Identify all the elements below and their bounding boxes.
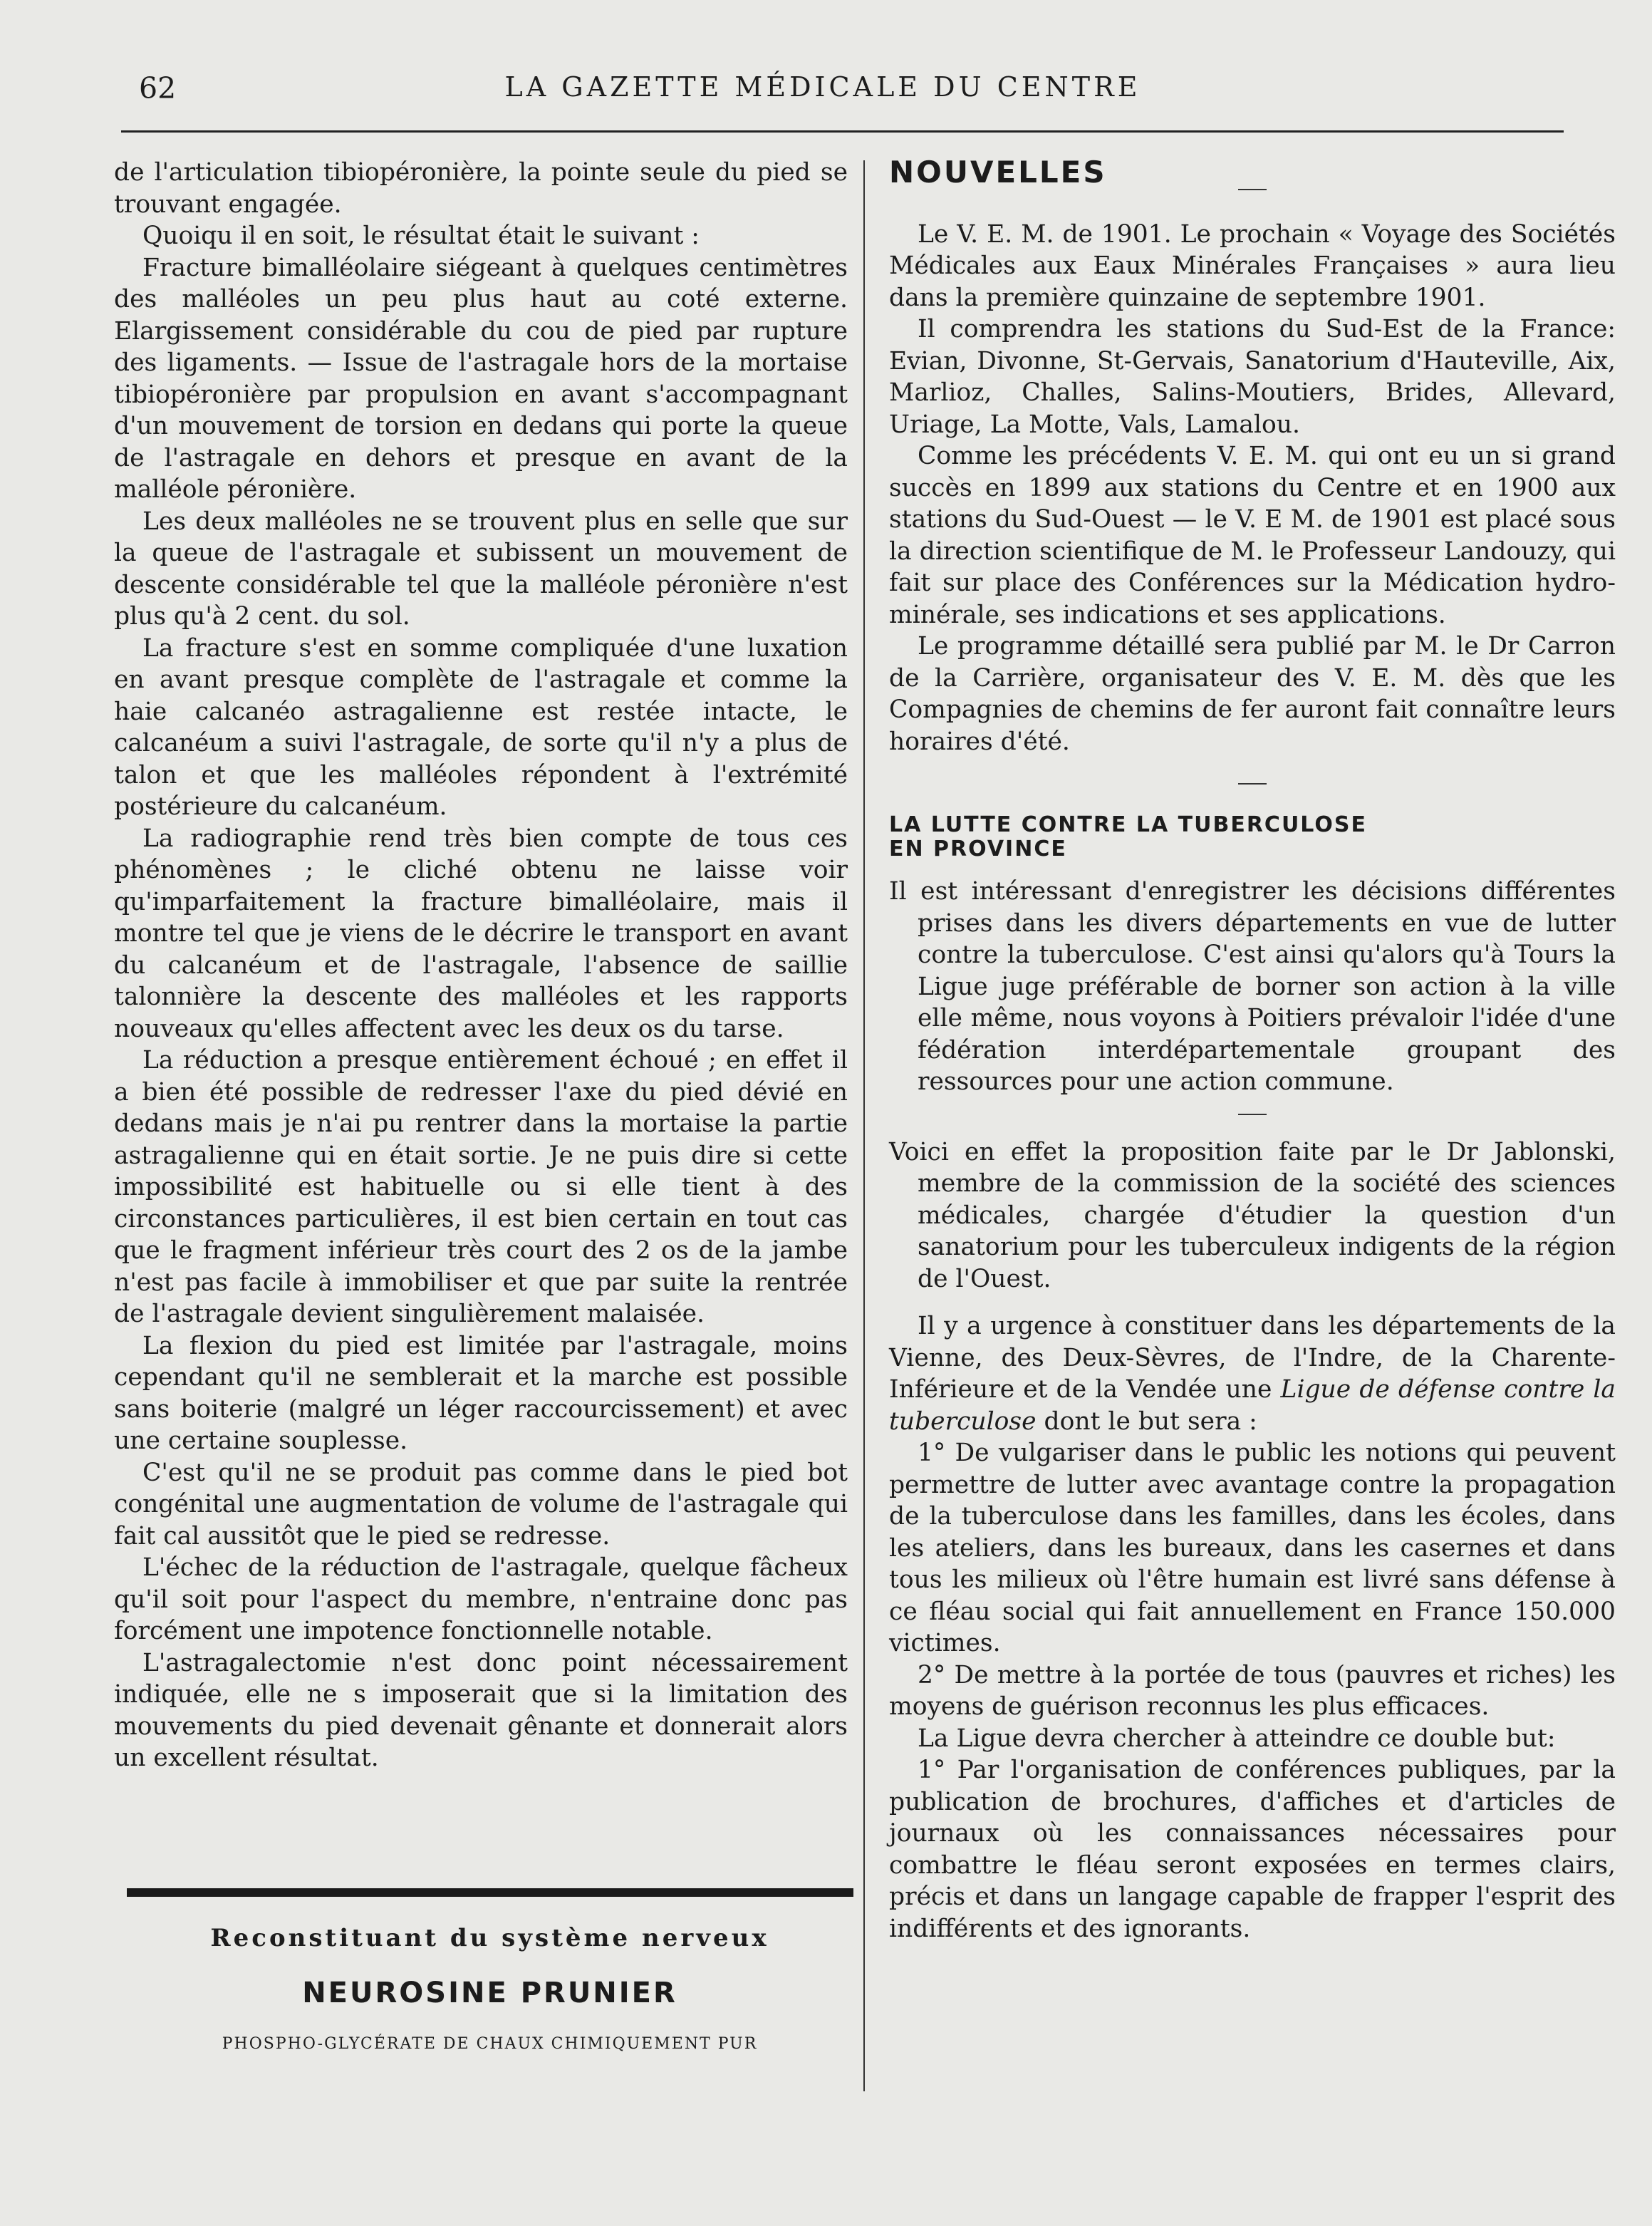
urgence-text-end: dont le but sera :	[1036, 1407, 1257, 1436]
journal-title: LA GAZETTE MÉDICALE DU CENTRE	[504, 71, 1141, 103]
urgence-paragraph	[889, 1310, 1616, 1437]
left-paragraph-9: C'est qu'il ne se produit pas comme dans le pied bot congénital une augmentation de volume de l'astragale qui fait cal aussitôt que le pied se redresse.	[114, 1458, 848, 1551]
nouvelles-paragraph-2: Il comprendra les stations du Sud-Est de la France: Evian, Divonne, St-Gervais, Sanatorium d'Hauteville, Aix, Marlioz, Challes, Salins-Moutiers, Brides, Allevard, Uriage, La Motte, Vals, Lamalou.	[889, 315, 1616, 439]
nouvelles-paragraph-3: Comme les précédents V. E. M. qui ont eu un si grand succès en 1899 aux stations du Centre et en 1900 aux stations du Sud-Ouest — le V. E M. de 1901 est placé sous la direction scientifique de M. le Professeur Landouzy, qui fait sur place des Conférences sur la Médication hydro-minérale, ses indications et ses applications.	[889, 442, 1616, 629]
urgence-text-start: Il y a urgence à constituer dans les départements de la Vienne, des Deux-Sèvres, de l'Indre, de la Charente-Inférieure et de la Vendée une	[889, 1312, 1616, 1404]
left-column	[114, 157, 848, 1774]
right-column	[889, 157, 1616, 1945]
left-paragraph-2: Quoiqu il en soit, le résultat était le suivant :	[142, 222, 700, 250]
page-header	[125, 71, 1521, 115]
left-paragraph-8: La flexion du pied est limitée par l'astragale, moins cependant qu'il ne semblerait et la marche est possible sans boiterie (malgré un léger raccourcissement) et avec une certaine souplesse.	[114, 1331, 848, 1455]
advertisement-product-name: NEUROSINE PRUNIER	[302, 1977, 677, 2009]
page-number: 62	[139, 71, 177, 105]
left-paragraph-1: de l'articulation tibiopéronière, la pointe seule du pied se trouvant engagée.	[114, 158, 848, 219]
nouvelles-paragraph-1: Le V. E. M. de 1901. Le prochain « Voyage des Sociétés Médicales aux Eaux Minérales Françaises » aura lieu dans la première quinzaine de septembre 1901.	[889, 219, 1616, 312]
left-paragraph-4: Les deux malléoles ne se trouvent plus en selle que sur la queue de l'astragale et subissent un mouvement de descente considérable tel que la malléole péronière n'est plus qu'à 2 cent. du sol.	[114, 507, 848, 631]
left-paragraph-11: L'astragalectomie n'est donc point nécessairement indiquée, elle ne s imposerait que si la limitation des mouvements du pied devenait gênante et donnerait alors un excellent résultat.	[114, 1648, 848, 1772]
advertisement-rule	[127, 1888, 853, 1897]
ligue-point-1: 1° Par l'organisation de conférences publiques, par la publication de brochures, d'affiches et d'articles de journaux où les connaissances nécessaires pour combattre le fléau seront exposées en termes clairs, précis et dans un langage capable de frapper l'esprit des indifférents et des ignorants.	[889, 1756, 1616, 1943]
left-paragraph-3: Fracture bimalléolaire siégeant à quelques centimètres des malléoles un peu plus haut au coté externe. Elargissement considérable du cou de pied par rupture des ligaments. — Issue de l'astragale hors de la mortaise tibiopéronière par propulsion en avant s'accompagnant d'un mouvement de torsion en dedans qui porte la queue de l'astragale en dehors et presque en avant de la malléole péronière.	[114, 253, 848, 504]
nouvelles-paragraph-4: Le programme détaillé sera publié par M. le Dr Carron de la Carrière, organisateur des V. E. M. dès que les Compagnies de chemins de fer auront fait connaître leurs horaires d'été.	[889, 632, 1616, 756]
tuberculose-heading-line-2: EN PROVINCE	[889, 837, 1067, 861]
left-paragraph-5: La fracture s'est en somme compliquée d'une luxation en avant presque complète de l'astragale et comme la haie calcanéo astragalienne est restée intacte, le calcanéum a suivi l'astragale, de sorte qu'il n'y a plus de talon et que les malléoles répondent à l'extrémité postérieure du calcanéum.	[114, 633, 848, 821]
left-paragraph-6: La radiographie rend très bien compte de tous ces phénomènes ; le cliché obtenu ne laisse voir qu'imparfaitement la fracture bimalléolaire, mais il montre tel que je viens de le décrire le transport en avant du calcanéum et de l'astragale, l'absence de saillie talonnière la descente des malléoles et les rapports nouveaux qu'elles affectent avec les deux os du tarse.	[114, 824, 848, 1043]
point-2: 2° De mettre à la portée de tous (pauvres et riches) les moyens de guérison reconnus les plus efficaces.	[889, 1660, 1616, 1721]
tuberculose-heading-line-1: LA LUTTE CONTRE LA TUBERCULOSE	[889, 812, 1367, 837]
ligue-double-but: La Ligue devra chercher à atteindre ce double but:	[918, 1724, 1556, 1753]
jablonski-paragraph: Voici en effet la proposition faite par le Dr Jablonski, membre de la commission de la société des sciences médicales, chargée d'étudier la question d'un sanatorium pour les tuberculeux indigents de la région de l'Ouest.	[889, 1137, 1616, 1293]
advertisement-tagline: Reconstituant du système nerveux	[210, 1924, 769, 1952]
advertisement-description: PHOSPHO-GLYCÉRATE DE CHAUX CHIMIQUEMENT PUR	[222, 2035, 758, 2053]
point-1: 1° De vulgariser dans le public les notions qui peuvent permettre de lutter avec avantage contre la propagation de la tuberculose dans les familles, dans les écoles, dans les ateliers, dans les bureaux, dans les casernes et dans tous les milieux où l'être humain est livré sans défense à ce fléau social qui fait annuellement en France 150.000 victimes.	[889, 1439, 1616, 1657]
column-divider	[863, 160, 865, 2091]
ligue-name: Ligue de défense contre la tuberculose	[889, 1375, 1616, 1436]
nouvelles-heading: NOUVELLES	[889, 155, 1107, 190]
advertisement	[125, 1888, 855, 2053]
left-paragraph-7: La réduction a presque entièrement échoué ; en effet il a bien été possible de redresser l'axe du pied dévié en dedans mais je n'ai pu rentrer dans la mortaise la partie astragalienne qui en était sortie. Je ne puis dire si cette impossibilité est habituelle ou si elle tient à des circonstances particulières, il est bien certain en tout cas que le fragment inférieur très court des 2 os de la jambe n'est pas facile à immobiliser et que par suite la rentrée de l'astragale devient singulièrement malaisée.	[114, 1046, 848, 1328]
header-rule	[121, 130, 1564, 133]
tuberculose-intro: Il est intéressant d'enregistrer les décisions différentes prises dans les divers départements en vue de lutter contre la tuberculose. C'est ainsi qu'alors qu'à Tours la Ligue juge préférable de borner son action à la ville elle même, nous voyons à Poitiers prévaloir l'idée d'une fédération interdépartementale groupant des ressources pour une action commune.	[889, 877, 1616, 1096]
left-paragraph-10: L'échec de la réduction de l'astragale, quelque fâcheux qu'il soit pour l'aspect du membre, n'entraine donc pas forcément une impotence fonctionnelle notable.	[114, 1553, 848, 1645]
